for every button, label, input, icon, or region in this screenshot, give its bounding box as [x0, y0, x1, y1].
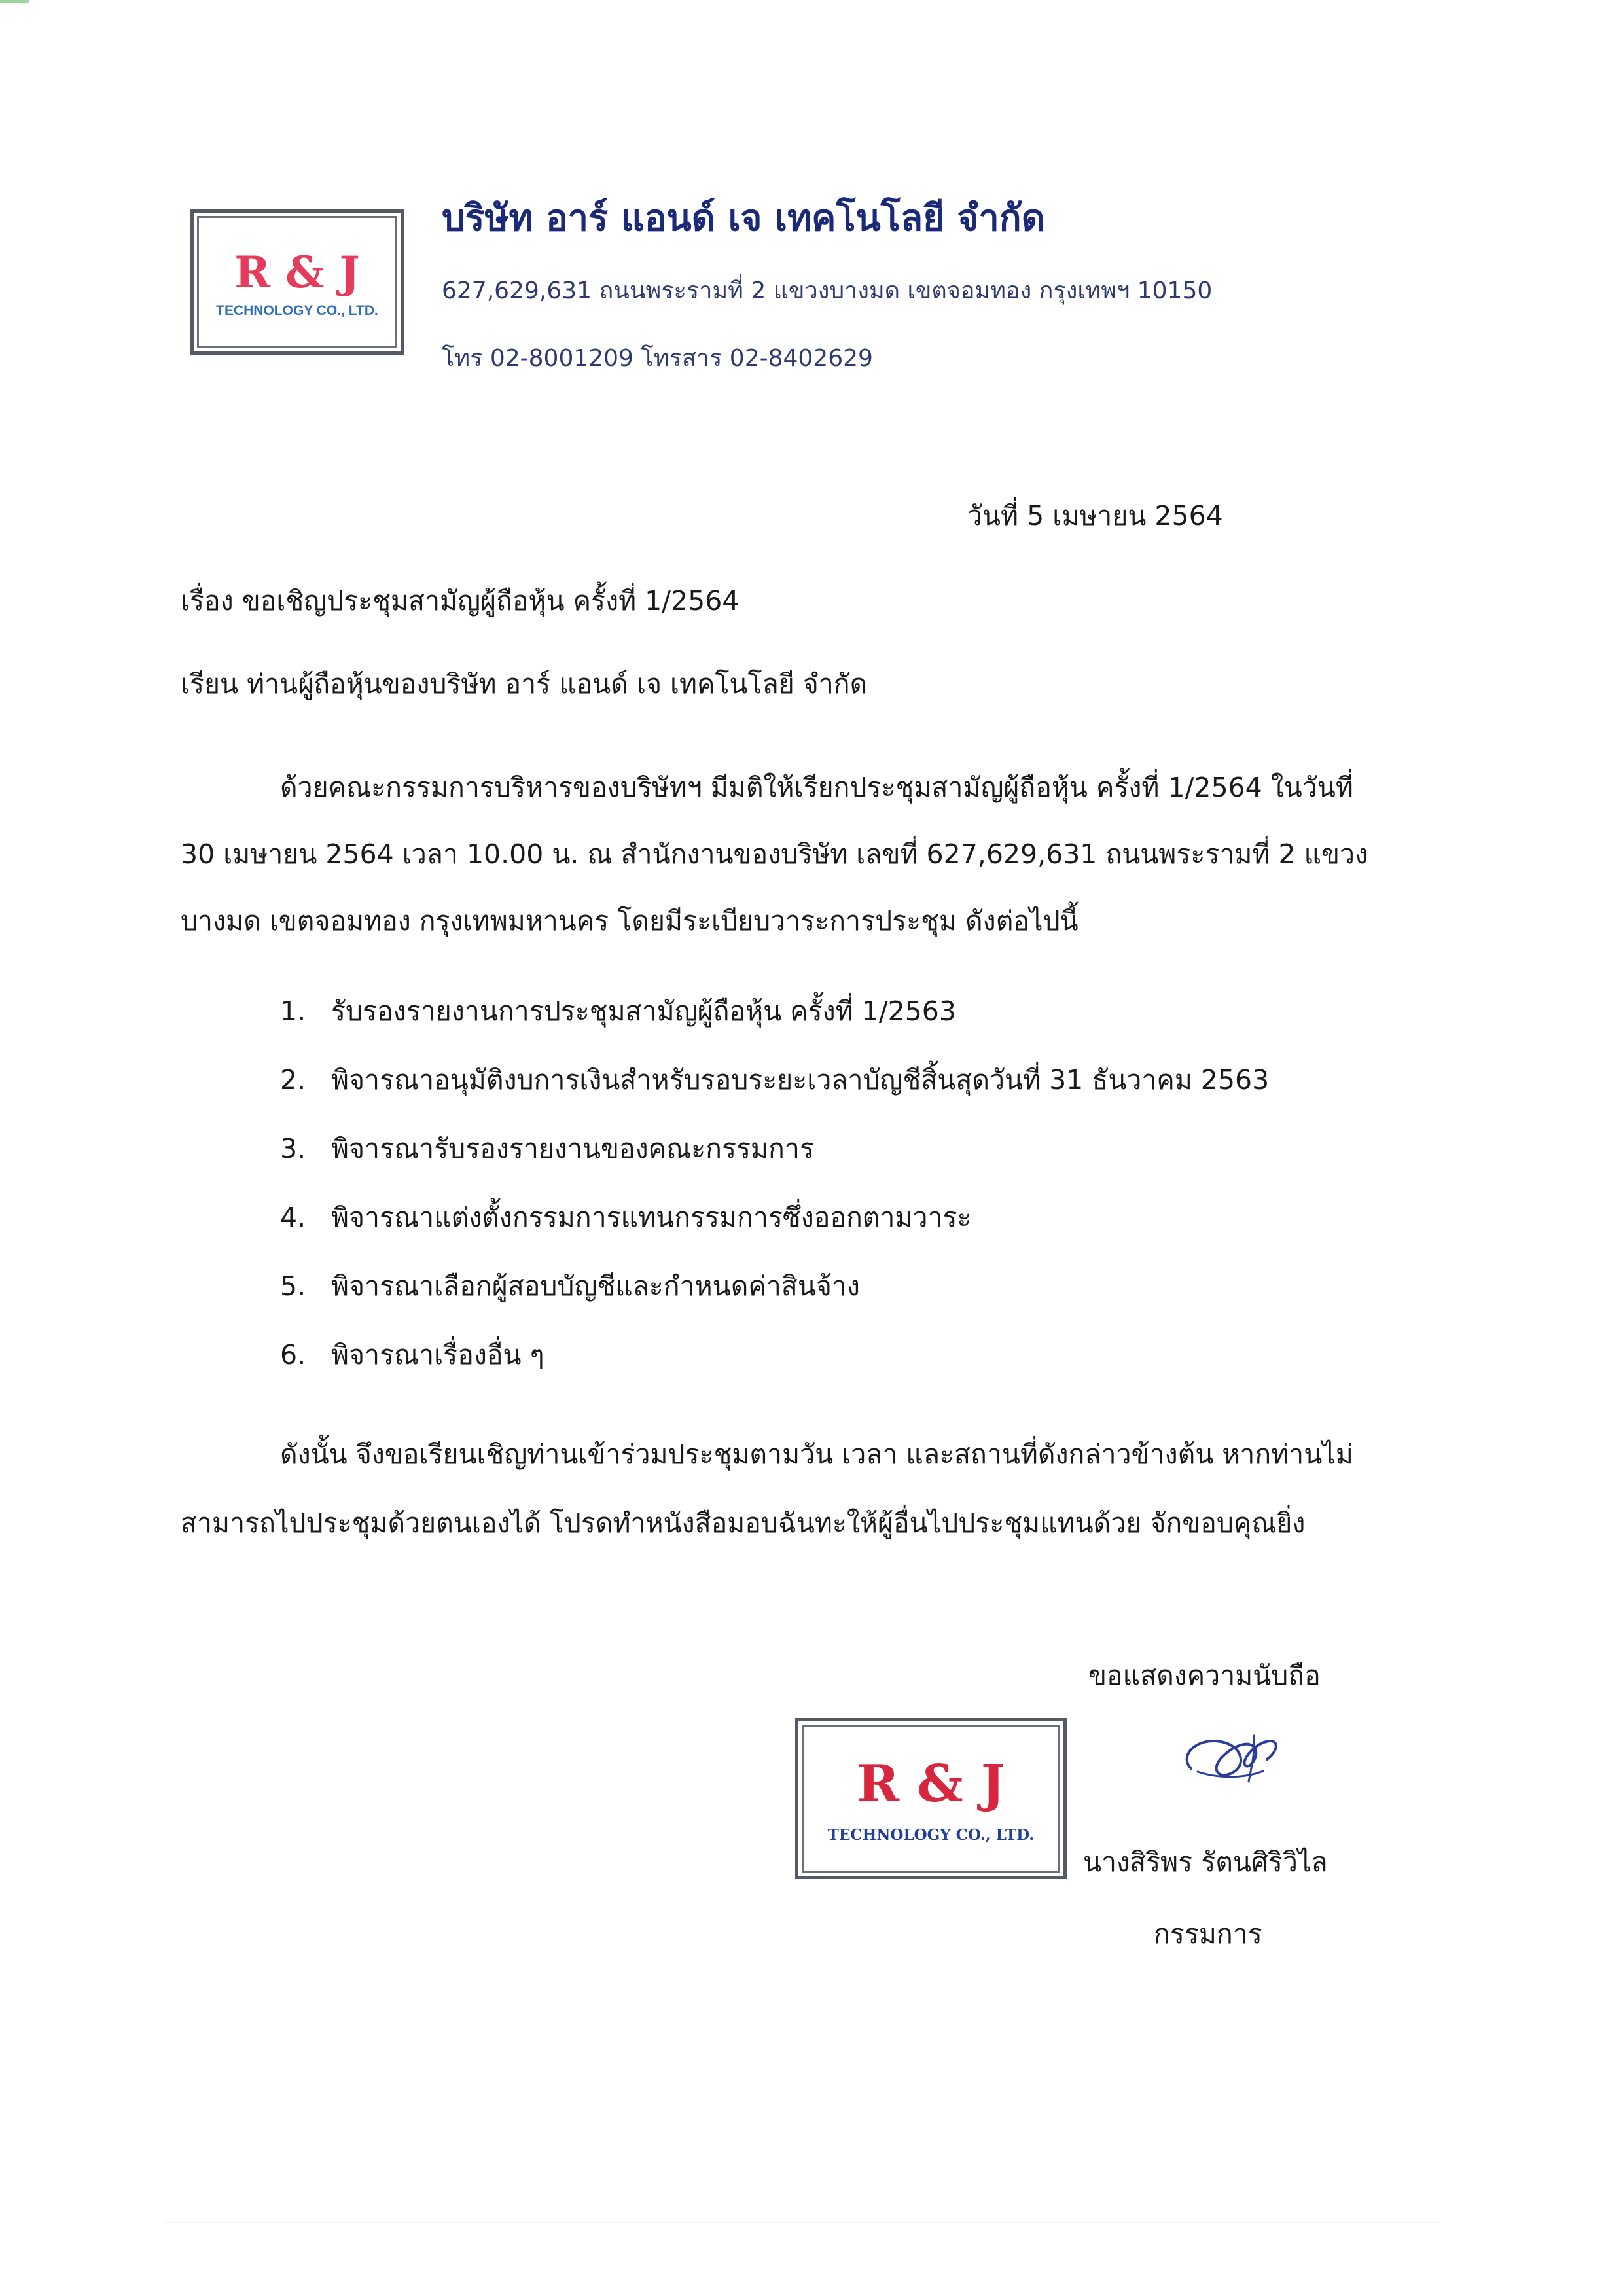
closing-phrase: ขอแสดงความนับถือ [1088, 1660, 1321, 1691]
agenda-text: พิจารณาเลือกผู้สอบบัญชีและกำหนดค่าสินจ้าง [331, 1270, 860, 1302]
company-name: บริษัท อาร์ แอนด์ เจ เทคโนโลยี จำกัด [442, 197, 1046, 240]
signer-name: นางสิริพร รัตนศิริวิไล [1083, 1846, 1328, 1878]
agenda-number: 5. [280, 1270, 306, 1302]
agenda-text: พิจารณาแต่งตั้งกรรมการแทนกรรมการซึ่งออกตามวาระ [331, 1202, 972, 1233]
signer-title: กรรมการ [1154, 1918, 1262, 1950]
company-logo [190, 209, 404, 355]
agenda-text: พิจารณาเรื่องอื่น ๆ [331, 1339, 544, 1371]
agenda-text: รับรองรายงานการประชุมสามัญผู้ถือหุ้น ครั้งที่ 1/2563 [331, 996, 956, 1027]
handwritten-signature [1171, 1716, 1302, 1795]
agenda-number: 3. [280, 1133, 306, 1164]
agenda-item [280, 1064, 1270, 1096]
scan-artifact-line [164, 2222, 1440, 2223]
stamp-subtitle: TECHNOLOGY CO., LTD. [827, 1826, 1035, 1844]
agenda-item [280, 1133, 814, 1164]
agenda-number: 2. [280, 1064, 306, 1096]
company-address: 627,629,631 ถนนพระรามที่ 2 แขวงบางมด เขตจอมทอง กรุงเทพฯ 10150 [442, 278, 1213, 304]
paragraph-line: ดังนั้น จึงขอเรียนเชิญท่านเข้าร่วมประชุมตามวัน เวลา และสถานที่ดังกล่าวข้างต้น หากท่านไม่ [280, 1439, 1353, 1470]
agenda-number: 6. [280, 1339, 306, 1371]
paragraph-line: บางมด เขตจอมทอง กรุงเทพมหานคร โดยมีระเบียบวาระการประชุม ดังต่อไปนี้ [181, 905, 1079, 937]
agenda-item [280, 1270, 860, 1302]
agenda-text: พิจารณาอนุมัติงบการเงินสำหรับรอบระยะเวลาบัญชีสิ้นสุดวันที่ 31 ธันวาคม 2563 [331, 1064, 1270, 1096]
agenda-text: พิจารณารับรองรายงานของคณะกรรมการ [331, 1133, 814, 1164]
agenda-item [280, 998, 956, 1025]
logo-subtitle: TECHNOLOGY CO., LTD. [216, 303, 378, 318]
letter-subject: เรื่อง ขอเชิญประชุมสามัญผู้ถือหุ้น ครั้งที่ 1/2564 [181, 585, 740, 617]
paragraph-line: 30 เมษายน 2564 เวลา 10.00 น. ณ สำนักงานของบริษัท เลขที่ 627,629,631 ถนนพระรามที่ 2 แขวง [181, 838, 1368, 870]
agenda-number: 4. [280, 1202, 306, 1233]
company-stamp [795, 1718, 1067, 1879]
scan-corner-mark [0, 0, 29, 3]
agenda-item [280, 1204, 972, 1231]
agenda-number: 1. [280, 996, 306, 1027]
paragraph-line: ด้วยคณะกรรมการบริหารของบริษัทฯ มีมติให้เรียกประชุมสามัญผู้ถือหุ้น ครั้งที่ 1/2564 ในวันที่ [280, 772, 1353, 803]
company-phone: โทร 02-8001209 โทรสาร 02-8402629 [442, 345, 873, 372]
agenda-item [280, 1339, 544, 1371]
letter-date: วันที่ 5 เมษายน 2564 [967, 500, 1223, 531]
logo-mark: R & J [234, 247, 360, 298]
paragraph-line: สามารถไปประชุมด้วยตนเองได้ โปรดทำหนังสือมอบฉันทะให้ผู้อื่นไปประชุมแทนด้วย จักขอบคุณยิ่ง [181, 1507, 1306, 1539]
letter-salutation: เรียน ท่านผู้ถือหุ้นของบริษัท อาร์ แอนด์ เจ เทคโนโลยี จำกัด [181, 668, 868, 700]
stamp-mark: R & J [857, 1754, 1005, 1814]
